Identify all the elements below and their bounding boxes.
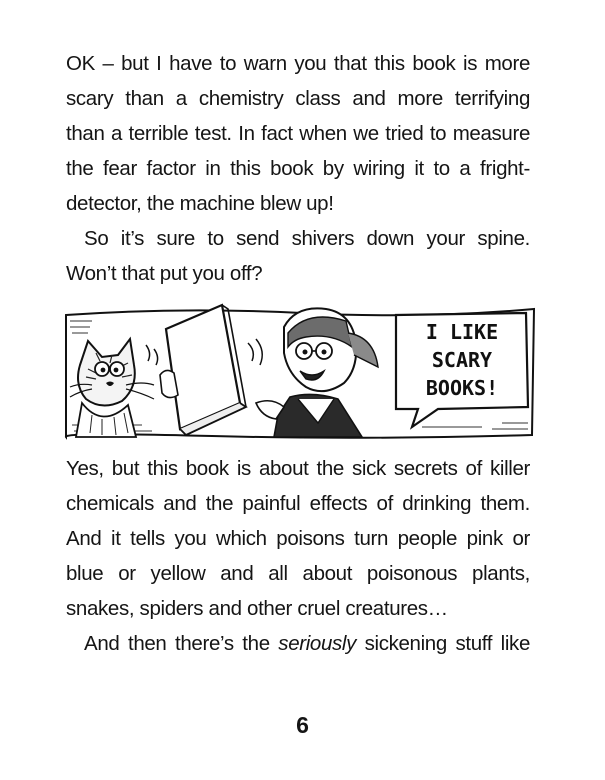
italic-word: seriously <box>278 632 357 655</box>
cartoon-illustration <box>62 303 536 441</box>
text-line: scary than a chemistry class and more terrifying <box>66 87 530 110</box>
text-line: the fear factor in this book by wiring it to a fright- <box>66 157 530 180</box>
text-line: detector, the machine blew up! <box>66 192 334 215</box>
text-line: Won’t that put you off? <box>66 262 263 285</box>
paragraph-bottom <box>66 451 530 661</box>
speech-line: I LIKE <box>425 320 499 344</box>
text-line: And it tells you which poisons turn people pink or <box>66 527 530 550</box>
text-line: snakes, spiders and other cruel creatures… <box>66 597 448 620</box>
text-line: than a terrible test. In fact when we tried to measure <box>66 122 530 145</box>
paragraph-top <box>66 46 530 291</box>
speech-line: SCARY <box>431 348 493 372</box>
text-line: blue or yellow and all about poisonous plants, <box>66 562 530 585</box>
text-line: Yes, but this book is about the sick secrets of killer <box>66 457 530 480</box>
speech-line: BOOKS! <box>425 376 499 400</box>
text-line <box>66 626 530 661</box>
text-line: So it’s sure to send shivers down your spine. <box>84 227 530 250</box>
text-line: chemicals and the painful effects of drinking them. <box>66 492 530 515</box>
text-line: OK – but I have to warn you that this book is more <box>66 52 530 75</box>
text-run: And then there’s the <box>84 632 279 655</box>
page-number: 6 <box>296 712 309 738</box>
text-run: sickening stuff like <box>356 632 530 655</box>
